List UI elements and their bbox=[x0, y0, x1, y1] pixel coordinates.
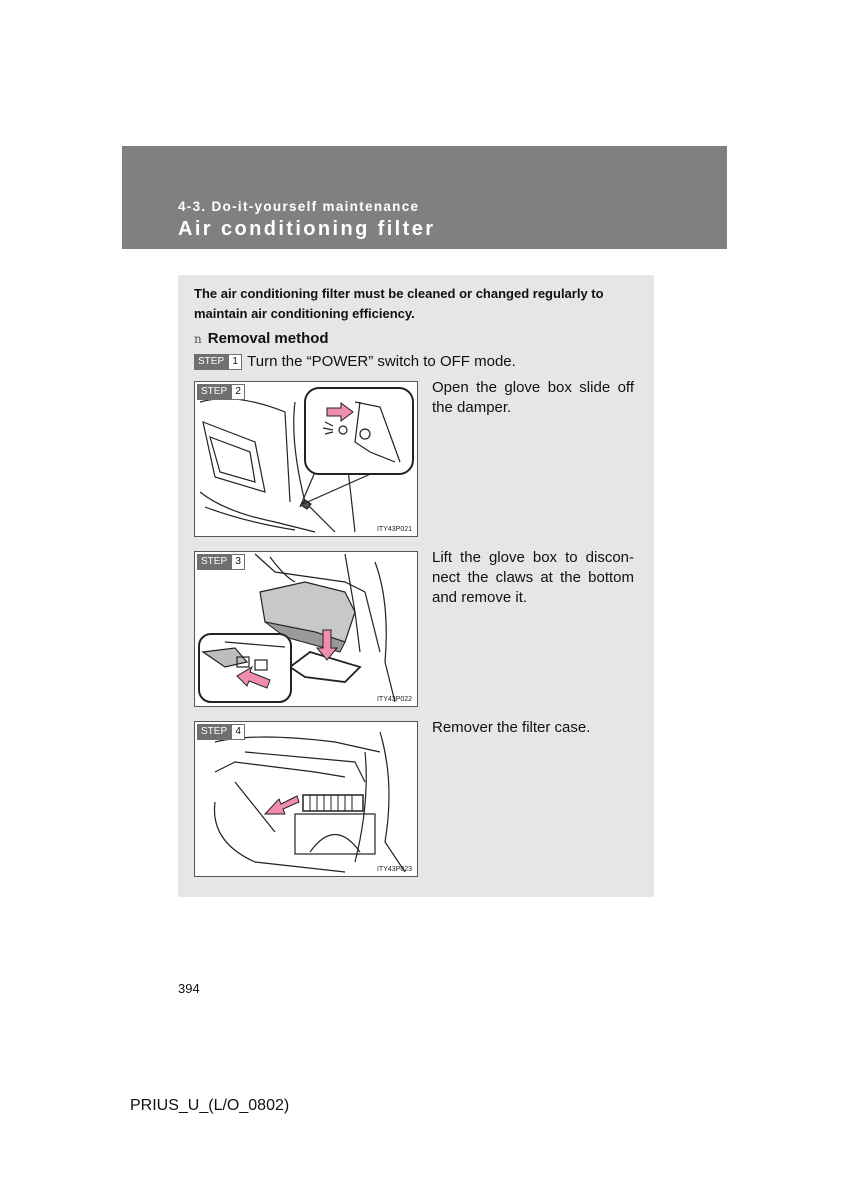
figure-code: ITY43P021 bbox=[376, 526, 412, 533]
step-1 bbox=[194, 353, 516, 370]
step-word: STEP bbox=[197, 724, 231, 740]
step-4-illustration bbox=[194, 721, 418, 877]
page-number: 394 bbox=[178, 981, 200, 996]
step-number: 4 bbox=[231, 724, 245, 740]
step-4-text: Remover the filter case. bbox=[432, 719, 591, 736]
step-badge bbox=[197, 384, 245, 400]
section-header bbox=[122, 146, 727, 249]
section-label: 4-3. Do-it-yourself maintenance bbox=[178, 199, 420, 214]
step-word: STEP bbox=[194, 354, 228, 370]
step-number: 2 bbox=[231, 384, 245, 400]
figure-code: ITY43P022 bbox=[376, 696, 412, 703]
step-word: STEP bbox=[197, 384, 231, 400]
step-number: 3 bbox=[231, 554, 245, 570]
step-number: 1 bbox=[228, 354, 242, 370]
figure-code: ITY43P023 bbox=[376, 866, 412, 873]
intro-text: The air conditioning filter must be cleaned or changed regularly to maintain air conditioning efficiency. bbox=[194, 286, 604, 321]
content-panel bbox=[178, 275, 654, 897]
footer-code: PRIUS_U_(L/O_0802) bbox=[130, 1097, 290, 1114]
bullet-icon: n bbox=[194, 332, 202, 346]
step-badge bbox=[194, 354, 242, 370]
step-3-text: Lift the glove box to discon-nect the claws at the bottom and remove it. bbox=[432, 549, 634, 606]
glove-box-removal-illustration bbox=[195, 552, 417, 706]
removal-heading bbox=[194, 330, 329, 347]
step-2-text: Open the glove box slide off the damper. bbox=[432, 379, 634, 416]
step-badge bbox=[197, 554, 245, 570]
step-badge bbox=[197, 724, 245, 740]
glove-box-damper-illustration bbox=[195, 382, 417, 536]
step-1-text: Turn the “POWER” switch to OFF mode. bbox=[247, 353, 516, 370]
filter-case-illustration bbox=[195, 722, 417, 876]
step-2-illustration bbox=[194, 381, 418, 537]
step-word: STEP bbox=[197, 554, 231, 570]
removal-heading-label: Removal method bbox=[207, 330, 329, 347]
step-3-illustration bbox=[194, 551, 418, 707]
page-title: Air conditioning filter bbox=[178, 218, 436, 240]
